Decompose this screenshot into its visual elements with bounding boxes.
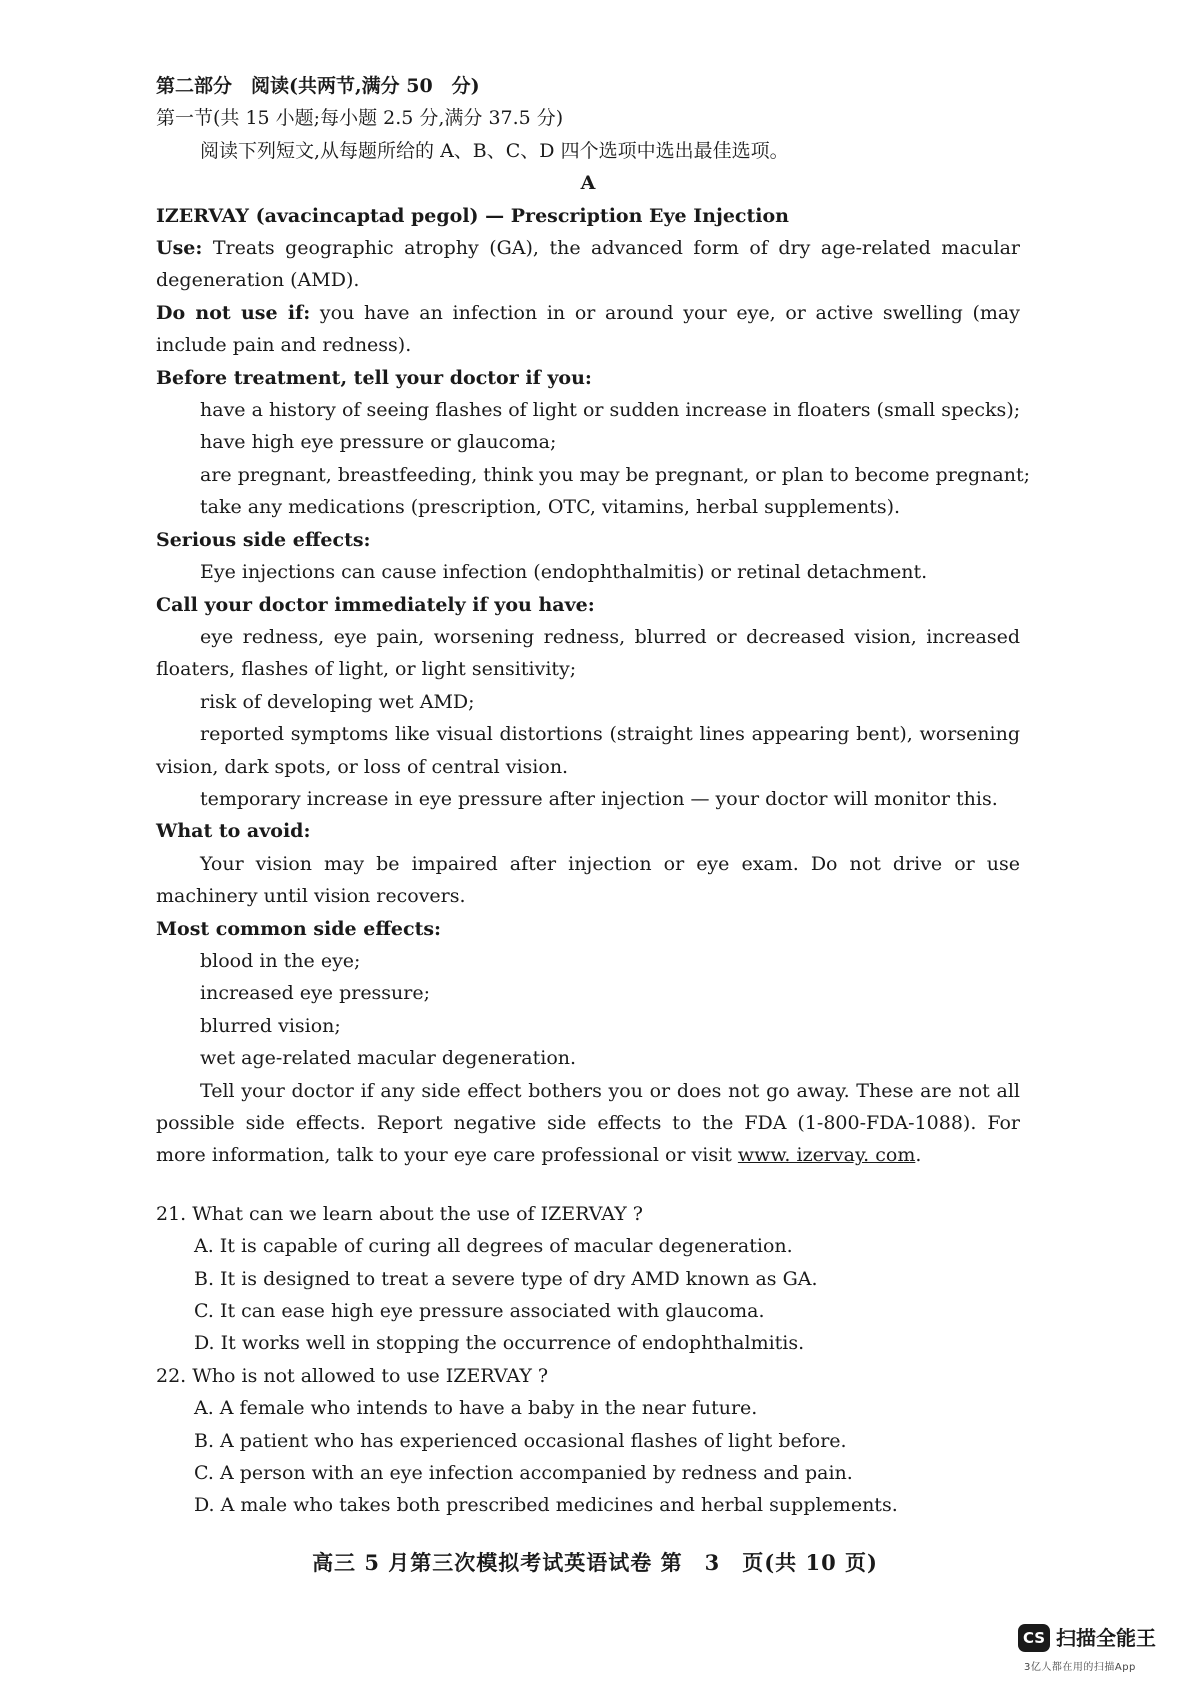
instructions: 阅读下列短文,从每题所给的 A、B、C、D 四个选项中选出最佳选项。 bbox=[200, 139, 789, 162]
watermark-title: 扫描全能王 bbox=[1056, 1626, 1156, 1650]
serious-side-effects-text: Eye injections can cause infection (endophthalmitis) or retinal detachment. bbox=[200, 561, 928, 584]
question-option: C. It can ease high eye pressure associated with glaucoma. bbox=[194, 1300, 765, 1323]
question-option: B. It is designed to treat a severe type of dry AMD known as GA. bbox=[194, 1267, 818, 1290]
before-treatment-label: Before treatment, tell your doctor if you: bbox=[156, 366, 592, 389]
do-not-use-label: Do not use if: bbox=[156, 301, 311, 324]
common-side-effect-item: blurred vision; bbox=[200, 1014, 341, 1037]
call-doctor-item: risk of developing wet AMD; bbox=[200, 690, 475, 713]
before-treatment-item: have high eye pressure or glaucoma; bbox=[200, 431, 557, 454]
what-to-avoid-label: What to avoid: bbox=[156, 820, 311, 843]
common-side-effect-item: increased eye pressure; bbox=[200, 982, 431, 1005]
call-doctor-item: reported symptoms like visual distortions (straight lines appearing bent), worsening vision, dark spots, or loss of central vision. bbox=[156, 723, 1020, 778]
question-option: A. It is capable of curing all degrees of macular degeneration. bbox=[194, 1235, 793, 1258]
website-link[interactable]: www. izervay. com bbox=[737, 1144, 916, 1167]
passage-letter: A bbox=[580, 172, 596, 195]
before-treatment-item: are pregnant, breastfeeding, think you may be pregnant, or plan to become pregnant; bbox=[200, 463, 1031, 486]
closing-text: Tell your doctor if any side effect bothers you or does not go away. These are not all possible side effects. Report negative side effects to the FDA (1-800-FDA-1088). For more information, talk to your eye care professional or visit bbox=[156, 1079, 1020, 1167]
question-option: A. A female who intends to have a baby in the near future. bbox=[194, 1397, 758, 1420]
call-doctor-item: temporary increase in eye pressure after injection — your doctor will monitor this. bbox=[200, 787, 998, 810]
common-side-effect-item: blood in the eye; bbox=[200, 949, 361, 972]
closing-end: . bbox=[915, 1144, 922, 1167]
use-text: Treats geographic atrophy (GA), the advanced form of dry age-related macular degeneration (AMD). bbox=[156, 237, 1020, 292]
common-side-effects-label: Most common side effects: bbox=[156, 917, 442, 940]
question-option: C. A person with an eye infection accompanied by redness and pain. bbox=[194, 1462, 853, 1485]
do-not-use-text: you have an infection in or around your eye, or active swelling (may include pain and redness). bbox=[156, 301, 1020, 357]
question-stem: 22. Who is not allowed to use IZERVAY ? bbox=[156, 1364, 549, 1387]
question-stem: 21. What can we learn about the use of IZERVAY ? bbox=[156, 1202, 643, 1225]
camscanner-logo-icon: CS bbox=[1018, 1624, 1050, 1652]
serious-side-effects-label: Serious side effects: bbox=[156, 528, 371, 551]
use-label: Use: bbox=[156, 237, 203, 260]
part-title: 第二部分 阅读(共两节,满分 50 分) bbox=[156, 75, 480, 97]
scanner-watermark bbox=[1018, 1620, 1168, 1676]
do-not-use-paragraph bbox=[156, 297, 1020, 362]
spacer bbox=[156, 1172, 1020, 1198]
common-side-effect-item: wet age-related macular degeneration. bbox=[200, 1047, 577, 1070]
call-doctor-item: eye redness, eye pain, worsening redness, blurred or decreased vision, increased floaters, flashes of light, or light sensitivity; bbox=[156, 625, 1020, 681]
watermark-subtitle: 3亿人都在用的扫描App bbox=[1024, 1662, 1136, 1673]
question-option: D. A male who takes both prescribed medicines and herbal supplements. bbox=[194, 1494, 898, 1517]
closing-paragraph bbox=[156, 1075, 1020, 1172]
before-treatment-item: take any medications (prescription, OTC, vitamins, herbal supplements). bbox=[200, 496, 901, 519]
before-treatment-item: have a history of seeing flashes of light or sudden increase in floaters (small specks); bbox=[200, 399, 1021, 422]
passage-title: IZERVAY (avacincaptad pegol) — Prescription Eye Injection bbox=[156, 204, 789, 227]
question-option: B. A patient who has experienced occasional flashes of light before. bbox=[194, 1429, 847, 1452]
section-title: 第一节(共 15 小题;每小题 2.5 分,满分 37.5 分) bbox=[156, 107, 564, 130]
page-content bbox=[156, 70, 1031, 1522]
question-option: D. It works well in stopping the occurrence of endophthalmitis. bbox=[194, 1332, 805, 1355]
page-footer: 高三 5 月第三次模拟考试英语试卷 第 3 页(共 10 页) bbox=[312, 1550, 878, 1575]
what-to-avoid-text: Your vision may be impaired after injection or eye exam. Do not drive or use machinery until vision recovers. bbox=[156, 852, 1020, 908]
use-paragraph bbox=[156, 232, 1020, 297]
call-doctor-label: Call your doctor immediately if you have: bbox=[156, 593, 595, 616]
